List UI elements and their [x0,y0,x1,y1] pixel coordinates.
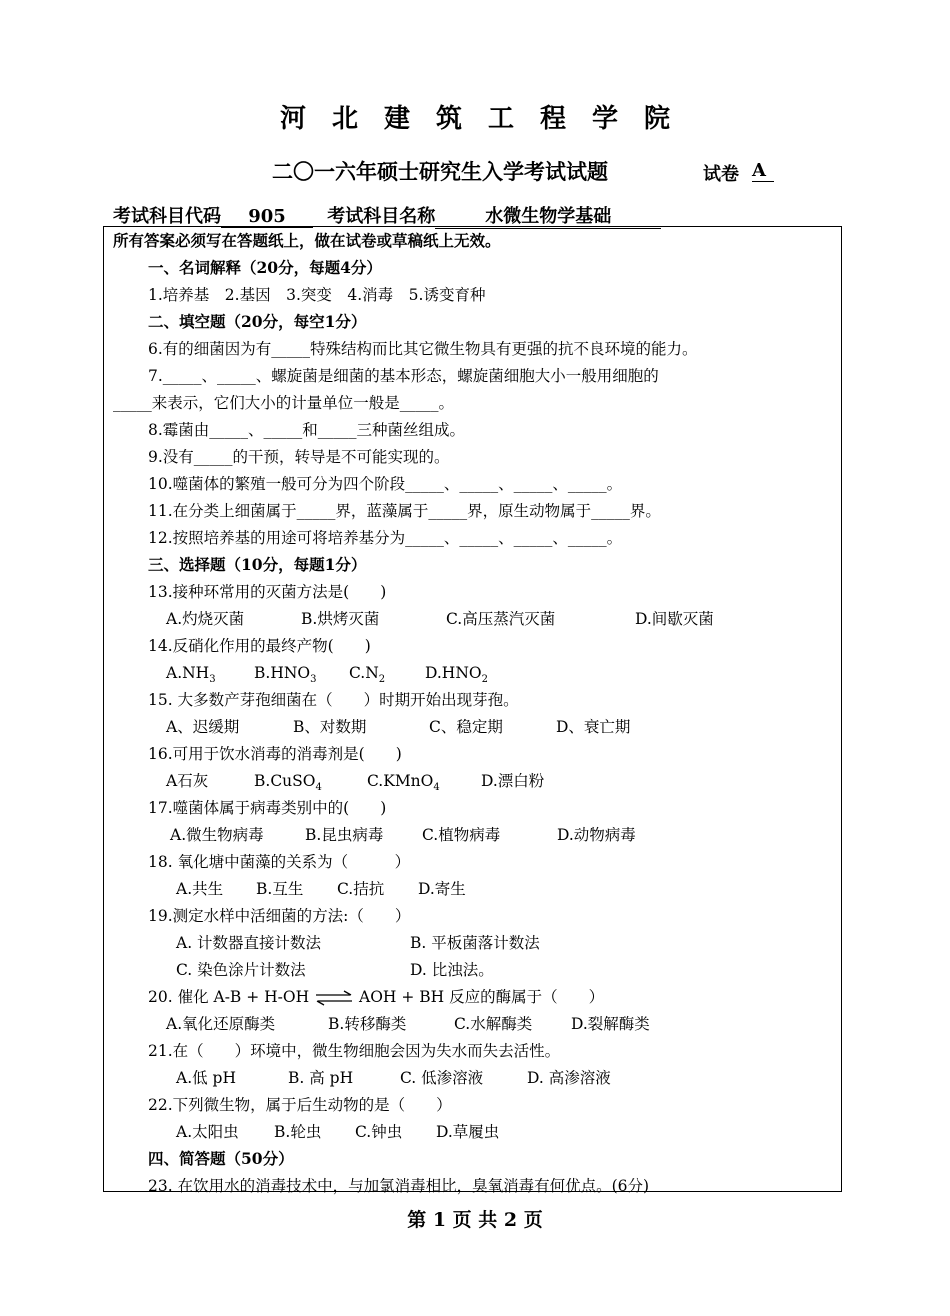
option: D.动物病毒 [557,826,636,844]
option: B.烘烤灭菌 [301,610,380,628]
notice: 所有答案必须写在答题纸上，做在试卷或草稿纸上无效。 [113,231,501,250]
subject-name-label: 考试科目名称 [327,206,436,227]
question-line: 18. 氧化塘中菌藻的关系为（ ） [148,853,411,871]
section-heading: 三、选择题（10分，每题1分） [148,555,367,574]
option: B、对数期 [293,718,367,736]
option: C.KMnO$_4$ [367,772,440,794]
option: $A.NH_3$ [166,664,216,686]
option: A.灼烧灭菌 [166,610,245,628]
university-name: 河北建筑工程学院 [279,104,696,134]
option: B.互生 [256,880,304,898]
option: C. 低渗溶液 [400,1069,484,1087]
option: D.寄生 [418,880,466,898]
option: D. 比浊法。 [410,961,494,979]
option: D、衰亡期 [556,718,631,736]
subject-name-value: 水微生物学基础 [435,202,661,229]
question-line: 15. 大多数产芽孢细菌在（ ）时期开始出现芽孢。 [148,691,519,709]
option: A、迟缓期 [166,718,240,736]
option: A. 计数器直接计数法 [176,934,322,952]
equilibrium-arrow-icon [314,990,354,1006]
option: B.昆虫病毒 [305,826,384,844]
subject-code-value: 905 [221,206,313,228]
option: D.间歇灭菌 [635,610,714,628]
option: D.草履虫 [436,1123,500,1141]
question-line: 14.反硝化作用的最终产物( ) [148,637,371,655]
question-line: 19.测定水样中活细菌的方法:（ ） [148,907,411,925]
subject-code-label: 考试科目代码 [113,206,221,227]
option: A.共生 [176,880,224,898]
question-line: _____来表示，它们大小的计量单位一般是_____。 [113,394,455,412]
option: A石灰 [166,772,209,790]
question-line: 6.有的细菌因为有_____特殊结构而比其它微生物具有更强的抗不良环境的能力。 [148,340,698,358]
question-line: 10.噬菌体的繁殖一般可分为四个阶段_____、_____、_____、_____。 [148,475,623,493]
option: A.微生物病毒 [170,826,264,844]
question-line: 9.没有_____的干预，转导是不可能实现的。 [148,448,450,466]
option: C.高压蒸汽灭菌 [446,610,556,628]
option: C、稳定期 [429,718,503,736]
question-line: 16.可用于饮水消毒的消毒剂是( ) [148,745,402,763]
question-line: 21.在（ ）环境中，微生物细胞会因为失水而失去活性。 [148,1042,561,1060]
option: D. 高渗溶液 [527,1069,611,1087]
option: C. 染色涂片计数法 [176,961,306,979]
question-line: 7._____、_____、螺旋菌是细菌的基本形态，螺旋菌细胞大小一般用细胞的 [148,367,659,385]
section-heading: 二、填空题（20分，每空1分） [148,312,367,331]
paper-label: 试卷 [703,164,739,185]
subject-row [113,202,661,229]
option: $C.N_2$ [349,664,386,686]
question-box [103,226,842,1195]
exam-title: 二〇一六年硕士研究生入学考试试题 [272,159,608,184]
question-line: 12.按照培养基的用途可将培养基分为_____、_____、_____、_____。 [148,529,623,547]
section-heading: 一、名词解释（20分，每题4分） [148,258,382,277]
question-line: 11.在分类上细菌属于_____界，蓝藻属于_____界，原生动物属于_____界。 [148,502,661,520]
option: A.氧化还原酶类 [166,1015,276,1033]
section-heading: 四、简答题（50分） [148,1149,294,1168]
option: B. 高 pH [288,1069,354,1087]
page-number: 第 1 页 共 2 页 [407,1209,543,1231]
question-line: 17.噬菌体属于病毒类别中的( ) [148,799,387,817]
paper-value: A [752,160,774,182]
option: B.轮虫 [274,1123,322,1141]
question-line: 1.培养基 2.基因 3.突变 4.消毒 5.诱变育种 [148,286,486,304]
option: C.拮抗 [337,880,385,898]
option: B.CuSO$_4$ [254,772,322,794]
option: B.转移酶类 [328,1015,407,1033]
option: A.太阳虫 [176,1123,239,1141]
question-line: 20. 催化 A-B + H-OH AOH + BH 反应的酶属于（ ） [148,988,605,1006]
option: A.低 pH [176,1069,236,1087]
option: D.漂白粉 [481,772,545,790]
option: C.钟虫 [355,1123,403,1141]
question-line: 13.接种环常用的灭菌方法是( ) [148,583,387,601]
question-line: 8.霉菌由_____、_____和_____三种菌丝组成。 [148,421,466,439]
question-line: 23. 在饮用水的消毒技术中，与加氯消毒相比，臭氧消毒有何优点。(6分) [148,1177,650,1195]
option: B. 平板菌落计数法 [410,934,540,952]
option: $D.HNO_2$ [425,664,488,686]
option: C.植物病毒 [422,826,501,844]
option: $B.HNO_3$ [254,664,317,686]
question-line: 22.下列微生物，属于后生动物的是（ ） [148,1096,452,1114]
option: D.裂解酶类 [571,1015,650,1033]
option: C.水解酶类 [454,1015,533,1033]
